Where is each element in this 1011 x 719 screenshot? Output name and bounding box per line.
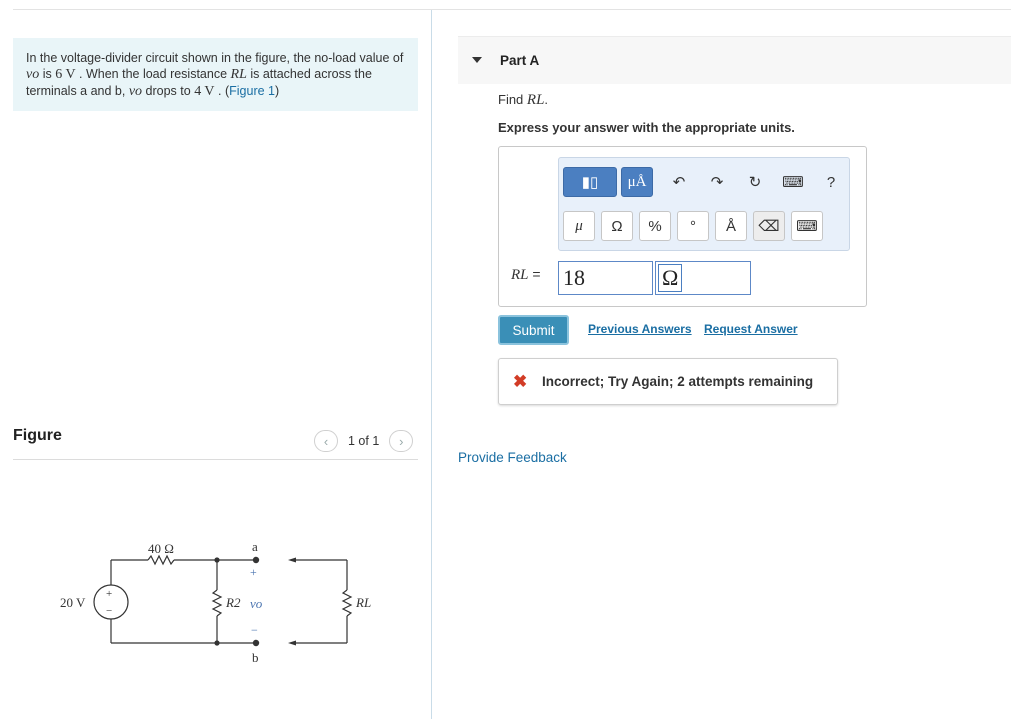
minus-label: −	[251, 623, 258, 637]
vo-label: vo	[250, 596, 263, 611]
problem-text-6: . (	[214, 84, 230, 98]
reset-icon: ↻	[748, 174, 762, 191]
percent-button[interactable]	[639, 211, 671, 241]
r2-label: R2	[226, 595, 241, 610]
figure-counter: 1 of 1	[348, 434, 380, 448]
find-suffix: .	[544, 92, 549, 107]
templates-icon: ▮▯	[581, 174, 599, 191]
figure-navigation	[314, 429, 413, 453]
problem-statement	[13, 38, 418, 111]
caret-down-icon	[472, 57, 482, 63]
source-plus: +	[106, 588, 113, 600]
templates-button[interactable]	[563, 167, 617, 197]
backspace-button[interactable]	[753, 211, 785, 241]
source-minus: −	[106, 605, 113, 617]
value-input[interactable]: 18	[558, 261, 653, 295]
top-divider	[13, 9, 1011, 10]
find-prompt	[498, 92, 548, 109]
var-rl: RL	[230, 67, 247, 82]
problem-text-4: is attached across the terminals a and b,	[26, 67, 372, 98]
r1-label: 40 Ω	[148, 541, 174, 556]
terminal-b-dot	[253, 640, 259, 646]
error-x-icon: ✖	[513, 372, 528, 391]
unit-input[interactable]	[655, 261, 751, 295]
source-label: 20 V	[60, 595, 86, 610]
undo-icon: ↶	[672, 174, 686, 191]
toolbar-row-2	[563, 210, 823, 242]
omega-button[interactable]	[601, 211, 633, 241]
math-toolbar	[558, 157, 850, 251]
value-4v: 4 V	[194, 84, 215, 99]
terminal-b-label: b	[252, 650, 259, 665]
omega-icon: Ω	[611, 217, 623, 235]
help-button[interactable]	[815, 167, 847, 197]
mu-button[interactable]	[563, 211, 595, 241]
angstrom-button[interactable]	[715, 211, 747, 241]
var-vo-text: vo	[26, 67, 40, 82]
part-label: Part A	[500, 53, 540, 68]
chevron-right-icon: ›	[399, 433, 404, 449]
figure-title: Figure	[13, 427, 62, 444]
keyboard-toggle-button[interactable]	[791, 211, 823, 241]
backspace-icon: ⌫	[758, 218, 780, 235]
var-vo-2: vo	[128, 84, 143, 99]
problem-text-1: In the voltage-divider circuit shown in the figure, the no-load value of	[26, 51, 404, 65]
provide-feedback-link[interactable]: Provide Feedback	[458, 450, 567, 465]
problem-text-5: drops to	[142, 84, 195, 98]
help-icon: ?	[826, 173, 836, 191]
plus-label: +	[250, 565, 257, 579]
toolbar-row-1	[563, 166, 847, 198]
undo-button[interactable]	[663, 167, 695, 197]
resistor-r1	[148, 556, 174, 564]
resistor-rl	[343, 590, 351, 616]
answer-equals: =	[532, 266, 541, 282]
redo-button[interactable]	[701, 167, 733, 197]
problem-text-3: . When the load resistance	[75, 67, 231, 81]
circuit-diagram	[40, 530, 390, 680]
next-figure-button[interactable]	[389, 430, 413, 452]
problem-text-7: )	[275, 84, 280, 98]
percent-icon: %	[648, 217, 662, 235]
redo-icon: ↷	[710, 174, 724, 191]
feedback-text: Incorrect; Try Again; 2 attempts remaining	[542, 374, 814, 389]
previous-answers-link[interactable]: Previous Answers	[588, 322, 692, 336]
figure-link[interactable]: Figure 1	[229, 84, 275, 98]
reset-button[interactable]	[739, 167, 771, 197]
var-vo	[26, 67, 39, 82]
prev-figure-button[interactable]	[314, 430, 338, 452]
part-a-header[interactable]	[458, 36, 1011, 84]
units-button[interactable]	[621, 167, 653, 197]
terminal-a-label: a	[252, 539, 258, 554]
submit-button[interactable]: Submit	[498, 315, 569, 345]
degree-icon: °	[690, 217, 696, 235]
rl-label: RL	[356, 595, 372, 610]
problem-text-2: is	[39, 67, 56, 81]
find-prefix: Find	[498, 92, 527, 107]
instruction-text: Express your answer with the appropriate units.	[498, 120, 795, 135]
mu-icon: μ	[575, 217, 583, 234]
degree-button[interactable]	[677, 211, 709, 241]
feedback-box	[498, 358, 838, 405]
keyboard-icon: ⌨	[782, 174, 804, 191]
request-answer-link[interactable]: Request Answer	[704, 322, 798, 336]
terminal-a-dot	[253, 557, 259, 563]
units-icon: μÅ	[627, 173, 647, 190]
answer-var: RL	[511, 267, 529, 283]
chevron-left-icon: ‹	[323, 433, 329, 449]
find-var: RL	[526, 92, 545, 108]
keyboard-shortcuts-button[interactable]	[777, 167, 809, 197]
angstrom-icon: Å	[725, 217, 736, 235]
value-6v: 6 V	[55, 67, 76, 82]
unit-symbol: Ω	[658, 264, 682, 292]
figure-divider	[13, 459, 418, 460]
column-divider	[431, 10, 432, 719]
keyboard-toggle-icon: ⌨	[796, 218, 818, 235]
resistor-r2	[213, 590, 221, 616]
answer-label	[511, 266, 541, 284]
